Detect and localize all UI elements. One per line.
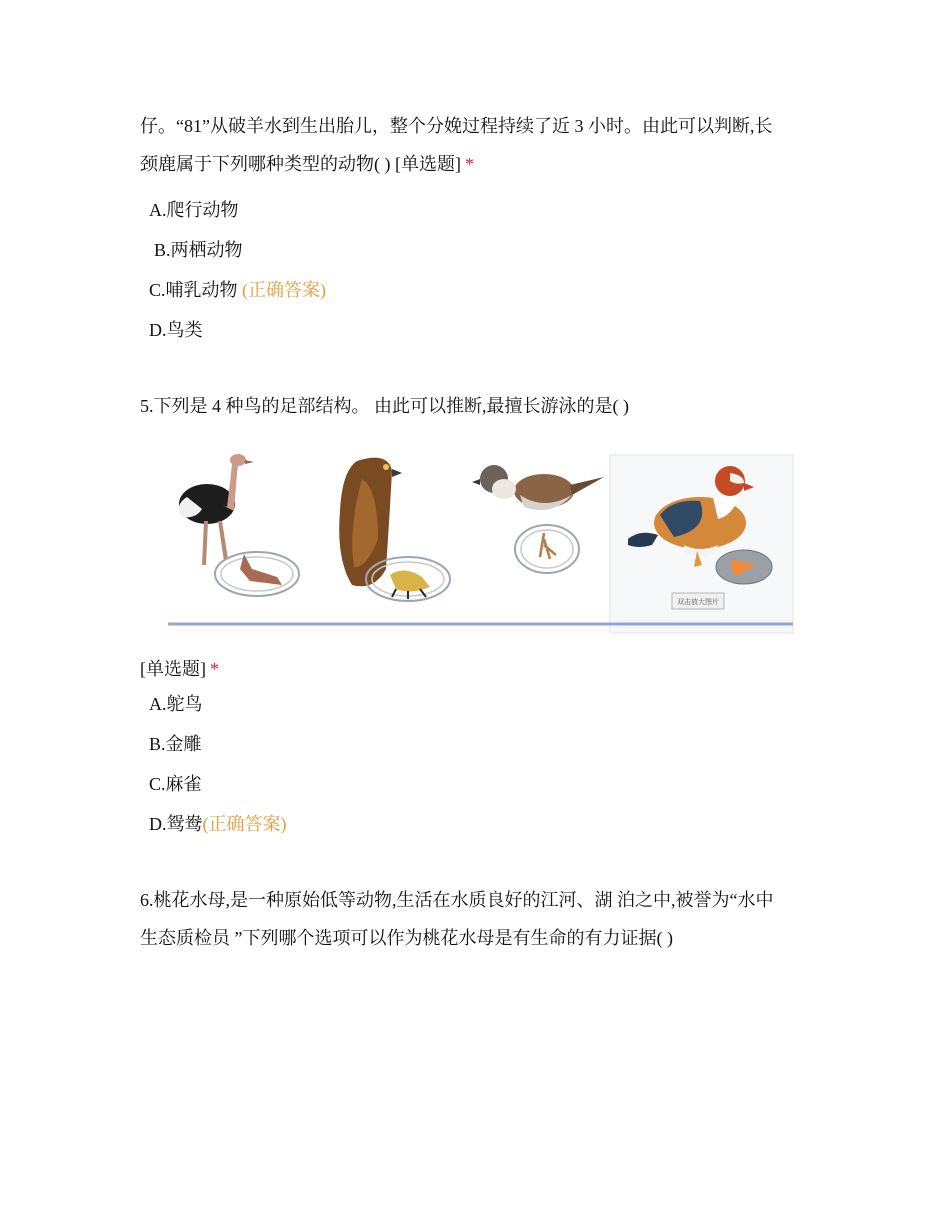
q6-stem-line-2: 生态质检员 ”下列哪个选项可以作为桃花水母是有生命的有力证据( ): [140, 928, 673, 948]
option-text: D.鸟类: [149, 320, 203, 340]
q4-option-c[interactable]: [149, 278, 326, 302]
required-mark: *: [210, 659, 219, 679]
q5-option-c[interactable]: [149, 772, 202, 796]
option-text: C.哺乳动物: [149, 280, 243, 300]
question-type-label: [单选题]: [140, 659, 206, 679]
option-text: D.鸳鸯: [149, 814, 203, 834]
q5-option-a[interactable]: [149, 692, 203, 716]
q5-type-line: [140, 657, 219, 681]
option-text: A.鸵鸟: [149, 694, 203, 714]
figure-caption: 双击放大图片: [677, 598, 719, 606]
option-text: C.麻雀: [149, 774, 202, 794]
q5-stem: 5.下列是 4 种鸟的足部结构。 由此可以推断,最擅长游泳的是( ): [140, 396, 629, 416]
correct-answer-tag: (正确答案): [242, 280, 327, 300]
q4-option-b[interactable]: [154, 238, 243, 262]
q4-stem-line-1: 仔。“81”从破羊水到生出胎儿，整个分娩过程持续了近 3 小时。由此可以判断,长: [140, 116, 773, 136]
q4-stem-line-2: [140, 152, 474, 176]
option-text: A.爬行动物: [149, 200, 239, 220]
q4-option-a[interactable]: [149, 198, 239, 222]
bird-feet-figure[interactable]: [152, 449, 795, 637]
option-text: B.两栖动物: [154, 240, 243, 260]
q5-option-b[interactable]: [149, 732, 202, 756]
option-text: B.金雕: [149, 734, 202, 754]
q4-option-d[interactable]: [149, 318, 203, 342]
q5-option-d[interactable]: [149, 812, 287, 836]
correct-answer-tag: (正确答案): [202, 814, 287, 834]
q4-stem-text: 颈鹿属于下列哪种类型的动物( ) [单选题]: [140, 154, 461, 174]
q6-stem-line-1: 6.桃花水母,是一种原始低等动物,生活在水质良好的江河、湖 泊之中,被誉为“水中: [140, 890, 774, 910]
required-mark: *: [464, 154, 474, 174]
